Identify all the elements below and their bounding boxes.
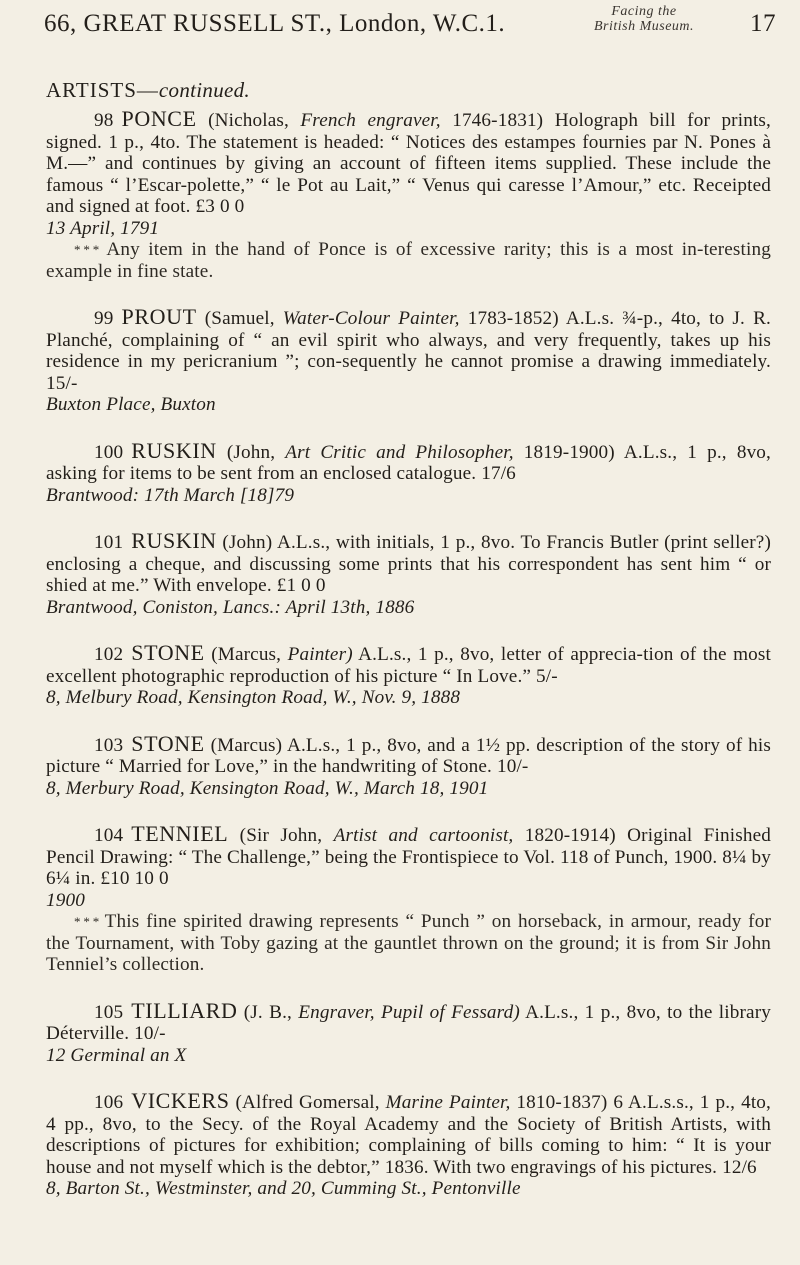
entry-text [46, 997, 771, 1045]
entry-number: 104 [94, 825, 124, 846]
artist-name: TILLIARD [131, 997, 238, 1023]
artist-description-italic: French engraver, [300, 110, 441, 131]
artist-description: (Marcus) [204, 734, 283, 756]
item-description: A.L.s., 1 p., 8vo, asking for items to be sent from an enclosed catalogue. [46, 441, 772, 484]
artist-name: STONE [131, 730, 205, 756]
place-and-date: 1900 [46, 889, 85, 911]
entry-number: 106 [94, 1092, 124, 1113]
entry-text [46, 1090, 771, 1178]
artist-name: VICKERS [131, 1088, 230, 1113]
entry-number: 99 [94, 308, 114, 329]
page-number: 17 [750, 10, 776, 37]
item-description: A.L.s. ¾-p., 4to, to J. R. Planché, complaining of “ an evil spirit who always, and very frequently, takes up his residence in my pericranium ”; con-sequently he cannot promise a drawing immediately. [46, 308, 771, 372]
item-description: A.L.s., 1 p., 8vo, to the library Déterville. [46, 1001, 771, 1044]
entry-note [46, 911, 771, 976]
entry-text [46, 437, 772, 485]
entry-text [46, 530, 771, 597]
entry-text [46, 108, 771, 218]
page-header [44, 4, 776, 50]
item-price: 5/- [536, 665, 558, 687]
entry-number: 98 [94, 110, 114, 131]
section-heading [46, 78, 250, 103]
item-description: A.L.s., with initials, 1 p., 8vo. To Francis Butler (print seller?) enclosing a cheque, and discussing some prints that his correspondent has sent him “ or shied at me.” With envelope. [46, 532, 771, 596]
artist-description: (Sir John, [228, 825, 334, 846]
item-price: £1 0 0 [276, 575, 326, 596]
artist-name: TENNIEL [131, 821, 229, 846]
entry-text [46, 642, 771, 687]
artist-description: (Alfred Gomersal, [229, 1092, 386, 1113]
catalogue-entry [46, 1090, 771, 1200]
entry-text [46, 730, 771, 778]
place-and-date: Brantwood: 17th March [18]79 [46, 484, 295, 506]
artist-dates: 1783-1852) [459, 308, 559, 329]
note-text: This fine spirited drawing represents “ Punch ” on horseback, in armour, ready for the Tournament, with Toby gazing at the gauntlet thrown on the ground; it is from Sir John Tenniel’s collection. [46, 911, 772, 975]
artist-description-italic: Marine Painter, [385, 1092, 511, 1113]
catalogue-entry [46, 530, 771, 618]
artist-description: (J. B., [237, 1001, 299, 1023]
artist-name: STONE [131, 640, 205, 665]
museum-stamp [564, 4, 724, 34]
item-price: 12/6 [722, 1156, 757, 1178]
artist-name: RUSKIN [131, 528, 217, 553]
artist-description: (John, [216, 441, 286, 463]
section-label: ARTISTS— [46, 78, 159, 102]
asterism-icon: * * * [74, 914, 105, 929]
place-and-date: Buxton Place, Buxton [46, 394, 216, 415]
note-text: Any item in the hand of Ponce is of excessive rarity; this is a most in-teresting example in fine state. [46, 239, 771, 282]
stamp-line-1: Facing the [611, 4, 677, 19]
entry-list [46, 108, 771, 1224]
asterism-icon: * * * [74, 242, 107, 257]
place-and-date: 12 Germinal an X [46, 1044, 187, 1066]
artist-description: (John) [216, 532, 273, 553]
item-description: A.L.s., 1 p., 8vo, and a 1½ pp. description of the story of his picture “ Married for Love,” in the handwriting of Stone. [46, 734, 771, 777]
artist-description-italic: Water-Colour Painter, [282, 308, 460, 329]
catalogue-entry [46, 997, 771, 1067]
item-description: A.L.s., 1 p., 8vo, letter of apprecia-tion of the most excellent photographic reproduction of his picture “ In Love.” [46, 644, 771, 687]
artist-dates: 1810-1837) [510, 1092, 608, 1113]
catalogue-entry [46, 108, 771, 282]
item-price: 17/6 [481, 463, 516, 484]
place-and-date: 8, Barton St., Westminster, and 20, Cumming St., Pentonville [46, 1178, 521, 1199]
catalogue-entry [46, 823, 771, 976]
entry-number: 102 [94, 644, 124, 665]
item-description: Holograph bill for prints, signed. 1 p., 4to. The statement is headed: “ Notices des estampes fournies par N. Pones à M.—” and continues by giving an account of fifteen items supplied. These include the famous “ l’Escar-polette,” “ le Pot au Lait,” “ Venus qui caresse l’Amour,” etc. Receipted and signed at foot. [46, 110, 771, 217]
artist-name: PONCE [121, 106, 197, 131]
item-price: 10/- [134, 1023, 166, 1044]
item-description: Original Finished Pencil Drawing: “ The Challenge,” being the Frontispiece to Vol. 118 of Punch, 1900. 8¼ by 6¼ in. [46, 825, 771, 889]
entry-number: 101 [94, 532, 124, 553]
entry-text [46, 306, 771, 394]
item-price: £3 0 0 [195, 196, 245, 217]
catalogue-entry [46, 437, 772, 507]
artist-description: (Nicholas, [196, 110, 301, 131]
catalogue-entry [46, 730, 771, 800]
entry-number: 103 [94, 734, 124, 756]
section-continued: continued. [158, 78, 250, 102]
place-and-date: 8, Melbury Road, Kensington Road, W., Nov. 9, 1888 [46, 687, 461, 708]
item-price: £10 10 0 [100, 868, 169, 889]
artist-description: (Marcus, [204, 644, 288, 665]
item-price: 10/- [496, 756, 529, 777]
item-description: 6 A.L.s.s., 1 p., 4to, 4 pp., 8vo, to the Secy. of the Royal Academy and the Society of British Artists, with descriptions of pictures for exhibition; complaining of bills coming to him: “ It is your house and not myself which is the debtor,” 1836. With two engravings of his pictures. [46, 1092, 771, 1178]
catalogue-entry [46, 306, 771, 416]
catalogue-entry [46, 642, 771, 709]
entry-text [46, 823, 771, 890]
place-and-date: Brantwood, Coniston, Lancs.: April 13th, 1886 [46, 596, 415, 618]
artist-description-italic: Artist and cartoonist, [333, 825, 514, 846]
place-and-date: 8, Merbury Road, Kensington Road, W., March 18, 1901 [46, 777, 489, 799]
item-price: 15/- [46, 372, 78, 394]
artist-dates: 1820-1914) [513, 825, 616, 846]
place-and-date: 13 April, 1791 [46, 217, 160, 239]
dealer-address: 66, GREAT RUSSELL ST., London, W.C.1. [44, 10, 506, 37]
artist-dates: 1746-1831) [440, 110, 544, 131]
entry-number: 105 [94, 1001, 124, 1023]
entry-note [46, 239, 771, 282]
artist-description-italic: Art Critic and Philosopher, [285, 441, 514, 463]
artist-description-italic: Painter) [287, 644, 353, 665]
artist-description-italic: Engraver, Pupil of Fessard) [298, 1001, 520, 1023]
artist-description: (Samuel, [196, 308, 283, 329]
entry-number: 100 [94, 441, 124, 463]
artist-name: RUSKIN [131, 437, 217, 463]
artist-name: PROUT [121, 304, 197, 329]
stamp-line-2: British Museum. [593, 19, 695, 34]
artist-dates: 1819-1900) [513, 441, 615, 463]
